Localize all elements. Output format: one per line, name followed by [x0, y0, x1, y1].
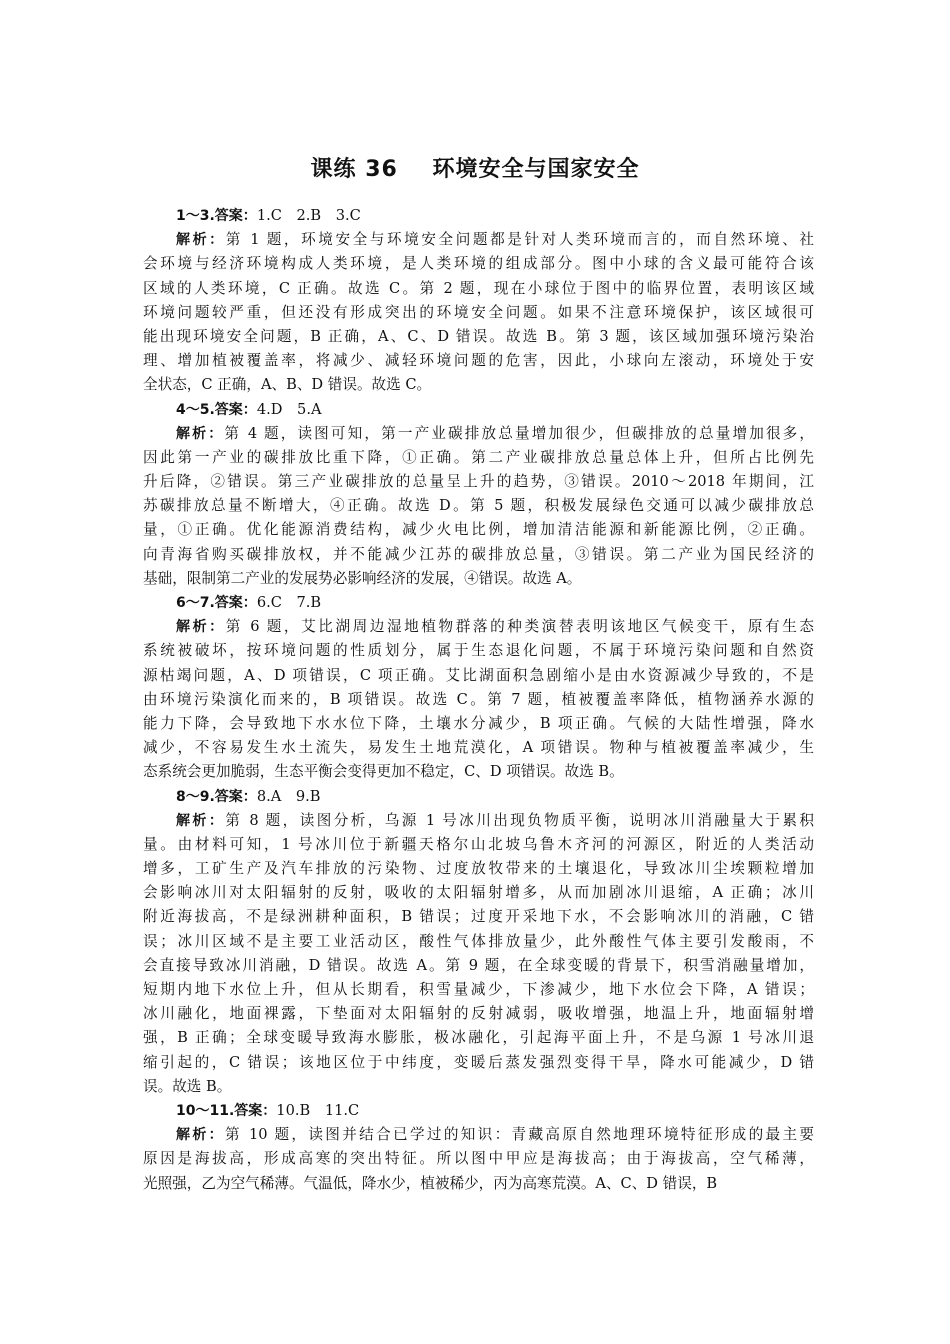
line-text: 向青海省购买碳排放权，并不能减少江苏的碳排放总量，③错误。第二产业为国民经济的 — [143, 545, 814, 563]
line-text: 强，B 正确；全球变暖导致海水膨胀，极冰融化，引起海平面上升，不是乌源 1 号冰川退 — [143, 1029, 814, 1047]
explanation-line — [143, 228, 814, 252]
explanation-label: 解析： — [176, 619, 226, 636]
line-text: 理、增加植被覆盖率，将减少、减轻环境问题的危害，因此，小球向左滚动，环境处于安 — [143, 352, 814, 370]
explanation-line — [143, 857, 814, 881]
page-title: 课练 36 环境安全与国家安全 — [310, 157, 640, 182]
explanation-line — [143, 470, 814, 494]
explanation-line — [143, 930, 814, 954]
explanation-line — [143, 446, 814, 470]
explanation-line — [143, 494, 814, 518]
answer-label: 4～5.答案： — [176, 401, 257, 418]
line-text: 误。故选 B。 — [143, 1077, 232, 1095]
explanation-line — [143, 760, 814, 784]
line-text: 第 1 题，环境安全与环境安全问题都是针对人类环境而言的，而自然环境、社 — [225, 231, 814, 249]
line-text: 第 6 题，艾比湖周边湿地植物群落的种类演替表明该地区气候变干，原有生态 — [225, 618, 814, 636]
line-text: 1.C 2.B 3.C — [256, 207, 361, 224]
explanation-label: 解析： — [176, 1127, 226, 1144]
explanation-line — [143, 688, 814, 712]
explanation-line — [143, 1172, 814, 1196]
explanation-label: 解析： — [176, 812, 226, 829]
line-text: 附近海拔高，不是绿洲耕种面积，B 错误；过度开采地下水，不会影响冰川的消融，C 错 — [143, 908, 814, 926]
answer-label: 10～11.答案： — [176, 1102, 277, 1119]
line-text: 环境问题较严重，但还没有形成突出的环境安全问题。如果不注意环境保护，该区域很可 — [143, 303, 814, 321]
line-text: 能力下降，会导致地下水水位下降，土壤水分减少，B 项正确。气候的大陆性增强，降水 — [143, 714, 814, 732]
line-text: 能出现环境安全问题，B 正确，A、C、D 错误。故选 B。第 3 题，该区域加强环境污染治 — [143, 327, 814, 345]
line-text: 会环境与经济环境构成人类环境，是人类环境的组成部分。图中小球的含义最可能符合该 — [143, 255, 814, 273]
explanation-line — [143, 349, 814, 373]
explanation-line — [143, 639, 814, 663]
line-text: 冰川融化，地面裸露，下垫面对太阳辐射的反射减弱，吸收增强，地温上升，地面辐射增 — [143, 1005, 814, 1023]
line-text: 减少，不容易发生水土流失，易发生土地荒漠化，A 项错误。物种与植被覆盖率减少，生 — [143, 739, 814, 757]
line-text: 因此第一产业的碳排放比重下降，①正确。第二产业碳排放总量总体上升，但所占比例先 — [143, 448, 814, 466]
explanation-line — [143, 422, 814, 446]
line-text: 6.C 7.B — [256, 594, 322, 611]
explanation-line — [143, 833, 814, 857]
explanation-line — [143, 1002, 814, 1026]
line-text: 会直接导致冰川消融，D 错误。故选 A。第 9 题，在全球变暖的背景下，积雪消融量增加， — [143, 956, 814, 974]
explanation-line — [143, 518, 814, 542]
line-text: 态系统会更加脆弱，生态平衡会变得更加不稳定，C、D 项错误。故选 B。 — [143, 763, 624, 781]
explanation-label: 解析： — [176, 425, 225, 442]
explanation-line — [143, 301, 814, 325]
answer-label: 6～7.答案： — [176, 595, 257, 611]
explanation-line — [143, 809, 814, 833]
line-text: 升后降，②错误。第三产业碳排放的总量呈上升的趋势，③错误。2010～2018 年期间，江 — [143, 473, 814, 491]
line-text: 基础，限制第二产业的发展势必影响经济的发展，④错误。故选 A。 — [143, 569, 582, 587]
line-text: 10.B 11.C — [276, 1101, 360, 1119]
line-text: 区域的人类环境，C 正确。故选 C。第 2 题，现在小球位于图中的临界位置，表明该区域 — [143, 279, 814, 297]
answer-line — [143, 398, 814, 422]
explanation-line — [143, 252, 814, 276]
answer-line — [143, 591, 814, 615]
line-text: 源枯竭问题，A、D 项错误，C 项正确。艾比湖面积急剧缩小是由水资源减少导致的，不是 — [143, 666, 814, 684]
line-text: 缩引起的，C 错误；该地区位于中纬度，变暖后蒸发强烈变得干旱，降水可能减少，D 错 — [143, 1053, 814, 1071]
explanation-line — [143, 1147, 814, 1171]
explanation-line — [143, 978, 814, 1002]
line-text: 由环境污染演化而来的，B 项错误。故选 C。第 7 题，植被覆盖率降低，植物涵养水源的 — [143, 690, 814, 708]
line-text: 第 4 题，读图可知，第一产业碳排放总量增加很少，但碳排放的总量增加很多， — [224, 424, 814, 442]
line-text: 量，①正确。优化能源消费结构，减少火电比例，增加清洁能源和新能源比例，②正确。 — [143, 521, 814, 539]
explanation-line — [143, 543, 814, 567]
answer-line — [143, 1099, 814, 1123]
explanation-label: 解析： — [176, 232, 226, 249]
explanation-line — [143, 373, 814, 397]
line-text: 4.D 5.A — [256, 400, 322, 418]
explanation-line — [143, 1123, 814, 1147]
explanation-line — [143, 615, 814, 639]
explanation-line — [143, 1075, 814, 1099]
explanation-line — [143, 905, 814, 929]
answer-label: 1～3.答案： — [176, 208, 257, 224]
line-text: 原因是海拔高，形成高寒的突出特征。所以图中甲应是海拔高；由于海拔高，空气稀薄， — [143, 1150, 814, 1168]
explanation-line — [143, 325, 814, 349]
explanation-line — [143, 954, 814, 978]
explanation-line — [143, 277, 814, 301]
line-text: 第 10 题，读图并结合已学过的知识：青藏高原自然地理环境特征形成的最主要 — [225, 1126, 814, 1144]
line-text: 第 8 题，读图分析，乌源 1 号冰川出现负物质平衡，说明冰川消融量大于累积 — [225, 811, 814, 829]
line-text: 全状态，C 正确，A、B、D 错误。故选 C。 — [143, 376, 432, 394]
line-text: 短期内地下水位上升，但从长期看，积雪量减少，下渗减少，地下水位会下降，A 错误； — [143, 981, 814, 998]
explanation-line — [143, 1026, 814, 1050]
answer-line — [143, 785, 814, 809]
explanation-line — [143, 664, 814, 688]
explanation-line — [143, 736, 814, 760]
line-text: 增多，工矿生产及汽车排放的污染物、过度放牧带来的土壤退化，导致冰川尘埃颗粒增加 — [143, 860, 814, 878]
document-body — [143, 204, 814, 1196]
line-text: 苏碳排放总量不断增大，④正确。故选 D。第 5 题，积极发展绿色交通可以减少碳排放总 — [143, 497, 814, 515]
explanation-line — [143, 881, 814, 905]
line-text: 8.A 9.B — [256, 787, 321, 805]
line-text: 系统被破坏，按环境问题的性质划分，属于生态退化问题，不属于环境污染问题和自然资 — [143, 642, 814, 660]
answer-label: 8～9.答案： — [176, 788, 257, 805]
explanation-line — [143, 712, 814, 736]
line-text: 误；冰川区域不是主要工业活动区，酸性气体排放量少，此外酸性气体主要引发酸雨，不 — [143, 932, 814, 950]
line-text: 会影响冰川对太阳辐射的反射，吸收的太阳辐射增多，从而加剧冰川退缩，A 正确；冰川 — [143, 884, 814, 902]
explanation-line — [143, 567, 814, 591]
answer-line — [143, 204, 814, 228]
explanation-line — [143, 1051, 814, 1075]
line-text: 光照强，乙为空气稀薄。气温低，降水少，植被稀少，丙为高寒荒漠。A、C、D 错误，B — [143, 1174, 718, 1192]
line-text: 量。由材料可知，1 号冰川位于新疆天格尔山北坡乌鲁木齐河的河源区，附近的人类活动 — [143, 835, 814, 853]
